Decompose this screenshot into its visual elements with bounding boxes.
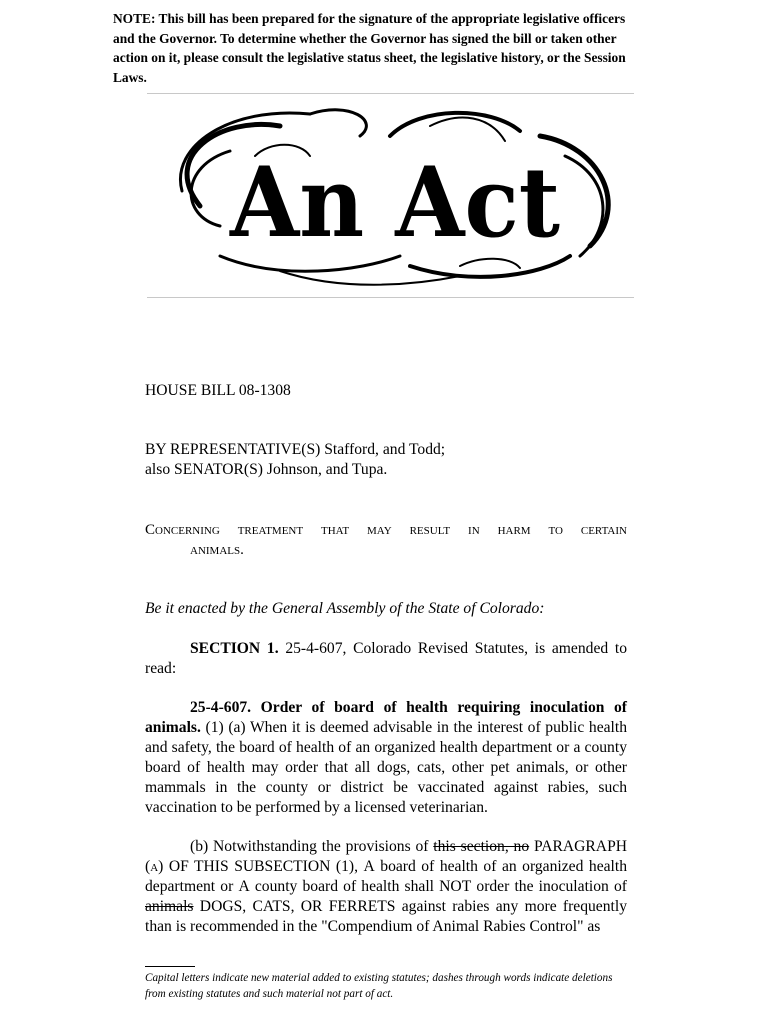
deleted-text-1: this section, no: [433, 838, 530, 855]
seal-bottom-rule: [147, 297, 634, 298]
paragraph-a-text: (1) (a) When it is deemed advisable in the interest of public health and safety, the board of health of an organized health department or a county board of health may order that all dogs, cats, other pet animals, or other mammals in the county or district be vaccinated against rabies, such vaccination to be performed by a licensed veterinarian.: [145, 719, 627, 816]
inserted-text-4: A: [238, 878, 250, 895]
para-b-text-6: against rabies any more frequently than is recommended in the "Compendium of Animal Rabies Control" as: [145, 898, 627, 935]
representatives-line: BY REPRESENTATIVE(S) Stafford, and Todd;: [145, 441, 446, 458]
top-rule: [147, 93, 634, 94]
seal-text: An Act: [229, 146, 560, 259]
footnote-rule: [145, 966, 195, 967]
signature-note: NOTE: This bill has been prepared for the signature of the appropriate legislative officers and the Governor. To determine whether the Governor has signed the bill or taken other action on it, please consult the legislative status sheet, the legislative history, or the Session Laws.: [113, 11, 626, 85]
footnote: Capital letters indicate new material added to existing statutes; dashes through words indicate deletions from existing statutes and such material not part of act.: [145, 972, 613, 1000]
title-line-1: Concerning treatment that may result in harm to certain: [145, 522, 627, 538]
inserted-text-1: PARAGRAPH: [529, 838, 628, 855]
inserted-text-5: NOT: [439, 878, 472, 895]
inserted-text-2: (a) OF THIS SUBSECTION: [145, 858, 331, 875]
statute-heading: 25-4-607. Order of board of health requiring inoculation of animals.: [145, 699, 627, 736]
enacting-clause: Be it enacted by the General Assembly of the State of Colorado:: [145, 600, 545, 617]
an-act-seal: [160, 96, 630, 296]
inserted-text-6: DOGS, CATS, OR FERRETS: [193, 898, 396, 915]
paragraph-b: [145, 837, 627, 937]
para-b-text-2: (1),: [330, 858, 364, 875]
an-act-flourish-logo: [160, 96, 630, 296]
para-b-text-5: order the inoculation of: [471, 878, 627, 895]
bill-title: [145, 520, 627, 560]
senators-line: also SENATOR(S) Johnson, and Tupa.: [145, 461, 388, 478]
bill-number: HOUSE BILL 08-1308: [145, 382, 291, 399]
section-1-heading: SECTION 1.: [190, 640, 279, 657]
title-line-2: animals.: [190, 542, 244, 558]
para-b-text-3: board of health of an organized health department or: [145, 858, 627, 895]
sponsors: [145, 440, 627, 480]
inserted-text-3: A: [363, 858, 375, 875]
statute-paragraph-a: [145, 698, 627, 818]
para-b-text-1: (b) Notwithstanding the provisions of: [190, 838, 434, 855]
deleted-text-2: animals: [145, 898, 194, 915]
section-1-text: 25-4-607, Colorado Revised Statutes, is amended to read:: [145, 640, 627, 677]
section-1: [145, 639, 627, 679]
para-b-text-4: county board of health shall: [249, 878, 440, 895]
